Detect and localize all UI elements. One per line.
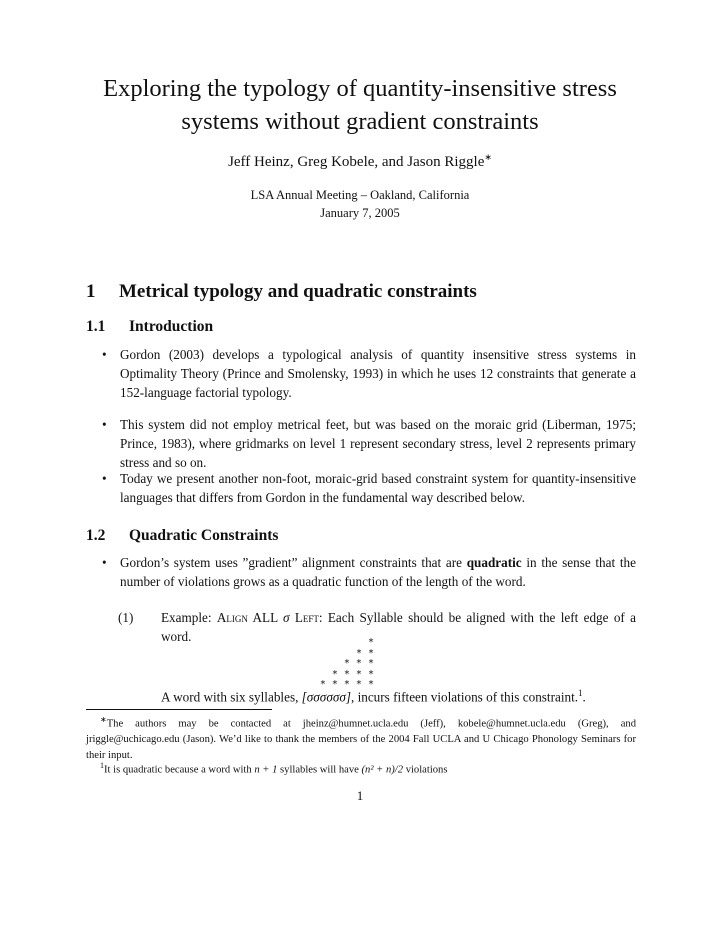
subsection-number: 1.2 — [86, 527, 106, 544]
bullet-icon: • — [102, 555, 107, 570]
author-names: Jeff Heinz, Greg Kobele, and Jason Riggle — [228, 154, 485, 170]
conclusion-pre: A word with six syllables, — [161, 689, 302, 705]
bullet-text-post: in the sense that the number of violations grows as a quadratic function of the length of the word. — [120, 555, 636, 589]
example-text — [161, 608, 636, 646]
sigma-symbol: σ — [282, 610, 290, 625]
bullet-text: Gordon (2003) develops a typological analysis of quantity insensitive stress systems in Optimality Theory (Prince and Smolensky, 1993) in which he uses 12 constraints that generate a 152-language factorial typology. — [120, 347, 636, 400]
footnote-ref[interactable]: 1 — [578, 688, 583, 698]
bullet-item — [102, 345, 636, 402]
subsection-title: Introduction — [129, 318, 214, 335]
footnote-star-mark: ∗ — [100, 715, 107, 724]
star-row: * * * * * — [319, 679, 374, 690]
conclusion-post: , incurs fifteen violations of this constraint. — [350, 689, 579, 705]
footnote-star — [86, 712, 636, 763]
conclusion-end: . — [582, 689, 586, 705]
constraint-left: Left — [294, 610, 319, 625]
subsection-title: Quadratic Constraints — [129, 527, 279, 544]
paper-title — [60, 72, 660, 138]
example-conclusion — [161, 684, 641, 706]
constraint-align: Align — [216, 610, 248, 625]
page-number: 1 — [356, 788, 364, 803]
star-row: * * * — [343, 658, 374, 669]
footnote-star-text: The authors may be contacted at jheinz@humnet.ucla.edu (Jeff), kobele@humnet.ucla.edu (Greg), and jriggle@uchicago.edu (Jason). We’d like to thank the members of the 2004 Fall UCLA and U Chicago Phonology Seminars for their input. — [86, 718, 636, 761]
constraint-all: ALL — [252, 610, 278, 625]
footnote-one — [86, 758, 636, 778]
footnote-one-math-2: (n² + n)/2 — [361, 764, 404, 776]
star-row: * * * * — [331, 668, 374, 680]
footnote-one-post: violations — [403, 764, 448, 776]
bullet-item — [102, 415, 636, 472]
bullet-text: This system did not employ metrical feet, but was based on the moraic grid (Liberman, 1975; Prince, 1983), where gridmarks on level 1 represent secondary stress, level 2 represents primary stress and so on. — [120, 417, 636, 470]
bullet-item — [102, 469, 636, 507]
example-label: (1) — [118, 610, 134, 625]
section-title: Metrical typology and quadratic constraints — [119, 281, 477, 302]
meeting-info — [60, 186, 660, 222]
example-lead: Example: — [161, 610, 217, 625]
star-row: * — [367, 637, 374, 648]
section-1-heading — [86, 281, 477, 303]
conclusion-word: [σσσσσσ] — [301, 689, 351, 705]
subsection-1-1-heading — [86, 318, 213, 336]
title-line-2: systems without gradient constraints — [181, 108, 539, 135]
footnote-rule — [86, 709, 272, 710]
footnote-one-mark: 1 — [100, 761, 104, 770]
author-footnote-mark[interactable]: ∗ — [484, 152, 492, 162]
bullet-text: Today we present another non-foot, moraic-grid based constraint system for quantity-insensitive languages that differs from Gordon in the fundamental way described below. — [120, 471, 636, 505]
subsection-number: 1.1 — [86, 318, 106, 335]
footnote-one-pre: It is quadratic because a word with — [104, 764, 255, 776]
meeting-venue: LSA Annual Meeting – Oakland, California — [250, 188, 470, 202]
example-rest: : Each Syllable should be aligned with the left edge of a word. — [161, 610, 636, 644]
footnote-one-math-1: n + 1 — [254, 764, 278, 776]
section-number: 1 — [86, 281, 96, 302]
violation-stars — [300, 638, 374, 691]
meeting-date: January 7, 2005 — [320, 206, 400, 220]
bullet-bold-term: quadratic — [466, 555, 522, 570]
bullet-text-pre: Gordon’s system uses ”gradient” alignment constraints that are — [120, 555, 467, 570]
bullet-text — [120, 553, 636, 591]
star-row: * * — [355, 647, 374, 659]
footnote-one-mid: syllables will have — [277, 764, 362, 776]
author-line — [60, 152, 660, 171]
bullet-icon: • — [102, 471, 107, 486]
bullet-icon: • — [102, 417, 107, 432]
bullet-item — [102, 553, 636, 591]
subsection-1-2-heading — [86, 527, 278, 545]
title-line-1: Exploring the typology of quantity-insensitive stress — [103, 75, 617, 102]
bullet-icon: • — [102, 347, 107, 362]
